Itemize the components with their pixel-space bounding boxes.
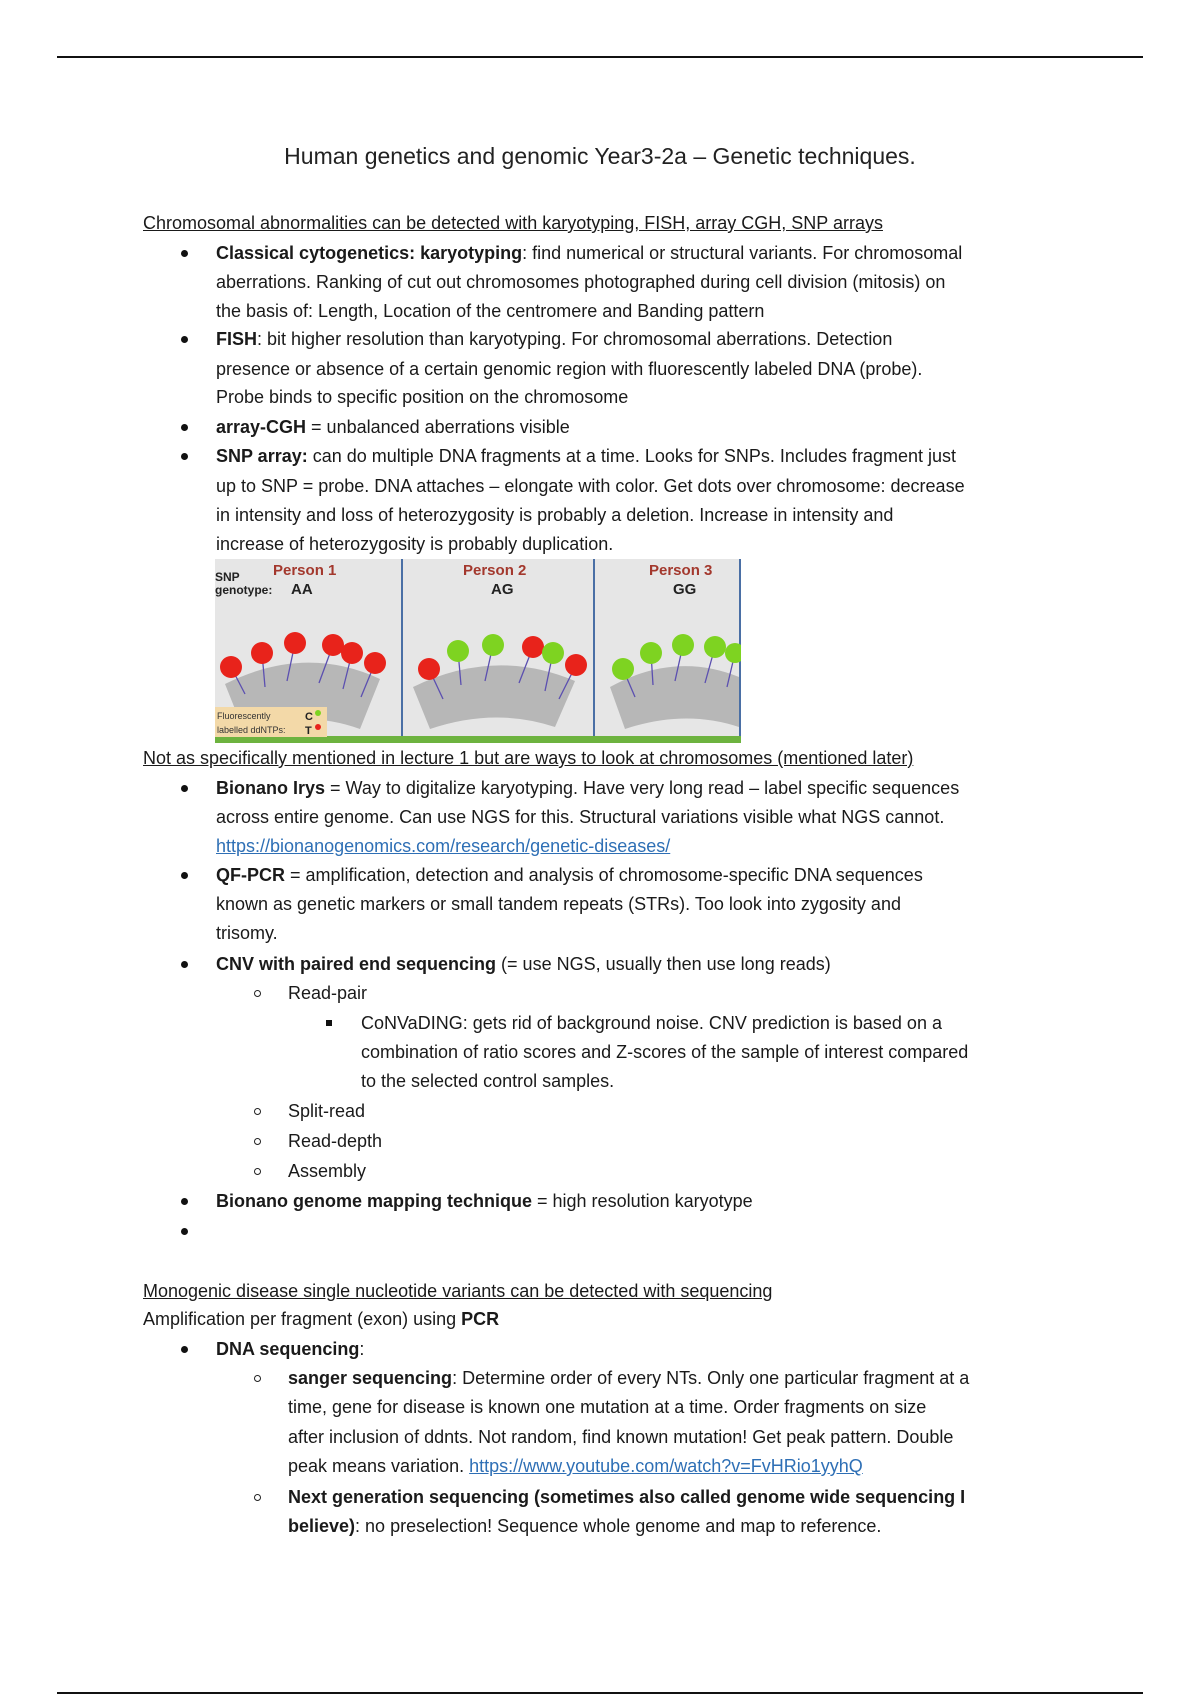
person-3-genotype: GG bbox=[673, 581, 697, 598]
bullet bbox=[181, 1198, 188, 1205]
person-2-genotype: AG bbox=[491, 581, 514, 598]
bionano-irys-line-2: across entire genome. Can use NGS for this. Structural variations visible what NGS cannot. bbox=[216, 807, 945, 827]
probe-green bbox=[640, 642, 662, 664]
probe-red bbox=[565, 654, 587, 676]
split-read: Split-read bbox=[288, 1101, 366, 1121]
read-pair: Read-pair bbox=[288, 983, 368, 1003]
snp-array-line-4: increase of heterozygosity is probably duplication. bbox=[216, 534, 614, 554]
snp-genotype-figure bbox=[215, 559, 741, 743]
sub-bullet bbox=[254, 1494, 261, 1501]
figure-ground bbox=[215, 736, 741, 743]
empty-bullet bbox=[181, 1228, 188, 1235]
panel-divider bbox=[401, 559, 403, 737]
probe-red bbox=[364, 652, 386, 674]
qf-pcr-line-3: trisomy. bbox=[216, 923, 278, 943]
karyotyping-line-3: the basis of: Length, Location of the centromere and Banding pattern bbox=[216, 301, 765, 321]
page-title: Human genetics and genomic Year3-2a – Genetic techniques. bbox=[284, 143, 916, 169]
probe-red bbox=[284, 632, 306, 654]
sub-sub-bullet bbox=[326, 1020, 332, 1026]
panel-divider bbox=[593, 559, 595, 737]
sub-bullet bbox=[254, 990, 261, 997]
bullet bbox=[181, 872, 188, 879]
karyotyping-line-2: aberrations. Ranking of cut out chromosomes photographed during cell division (mitosis) on bbox=[216, 272, 946, 292]
dna-sequencing-line: DNA sequencing: bbox=[216, 1339, 365, 1359]
probe-red bbox=[251, 642, 273, 664]
legend-text-2: labelled ddNTPs: bbox=[217, 725, 286, 735]
legend-red-dot bbox=[315, 724, 321, 730]
legend-t: T bbox=[305, 725, 312, 737]
probe-red bbox=[220, 656, 242, 678]
convading-line-3: to the selected control samples. bbox=[361, 1071, 615, 1091]
person-2-name: Person 2 bbox=[463, 562, 527, 579]
assembly: Assembly bbox=[288, 1161, 367, 1181]
person-3-name: Person 3 bbox=[649, 562, 713, 579]
sanger-line-1: sanger sequencing: Determine order of every NTs. Only one particular fragment at a bbox=[288, 1368, 970, 1388]
snp-array-line-1: SNP array: can do multiple DNA fragments at a time. Looks for SNPs. Includes fragment just bbox=[216, 446, 957, 466]
bullet bbox=[181, 453, 188, 460]
read-depth: Read-depth bbox=[288, 1131, 383, 1151]
bionano-link[interactable]: https://bionanogenomics.com/research/genetic-diseases/ bbox=[216, 836, 671, 856]
probe-green bbox=[672, 634, 694, 656]
section-heading-chromosomal: Chromosomal abnormalities can be detected with karyotyping, FISH, array CGH, SNP arrays bbox=[143, 213, 883, 233]
fish-line-1: FISH: bit higher resolution than karyotyping. For chromosomal aberrations. Detection bbox=[216, 329, 893, 349]
array-cgh-line: array-CGH = unbalanced aberrations visible bbox=[216, 417, 570, 437]
snp-array-line-2: up to SNP = probe. DNA attaches – elongate with color. Get dots over chromosome: decrease bbox=[216, 476, 965, 496]
person-1-genotype: AA bbox=[291, 581, 313, 598]
footer-rule bbox=[57, 1692, 1143, 1694]
fish-line-3: Probe binds to specific position on the chromosome bbox=[216, 387, 629, 407]
qf-pcr-line-1: QF-PCR = amplification, detection and analysis of chromosome-specific DNA sequences bbox=[216, 865, 923, 885]
youtube-link[interactable]: https://www.youtube.com/watch?v=FvHRio1yyhQ bbox=[469, 1456, 863, 1476]
probe-green bbox=[542, 642, 564, 664]
legend-text-1: Fluorescently bbox=[217, 711, 271, 721]
sanger-line-3: after inclusion of ddnts. Not random, find known mutation! Get peak pattern. Double bbox=[288, 1427, 954, 1447]
bionano-mapping-line: Bionano genome mapping technique = high resolution karyotype bbox=[216, 1191, 753, 1211]
ngs-line-2: believe): no preselection! Sequence whole genome and map to reference. bbox=[288, 1516, 882, 1536]
sanger-line-2: time, gene for disease is known one mutation at a time. Order fragments on size bbox=[288, 1397, 927, 1417]
probe-red bbox=[522, 636, 544, 658]
probe-green bbox=[612, 658, 634, 680]
bullet bbox=[181, 961, 188, 968]
karyotyping-line-1: Classical cytogenetics: karyotyping: find numerical or structural variants. For chromosomal bbox=[216, 243, 963, 263]
fish-line-2: presence or absence of a certain genomic region with fluorescently labeled DNA (probe). bbox=[216, 359, 923, 379]
bullet bbox=[181, 336, 188, 343]
sub-bullet bbox=[254, 1138, 261, 1145]
probe-red bbox=[341, 642, 363, 664]
sub-bullet bbox=[254, 1108, 261, 1115]
legend-c: C bbox=[305, 711, 313, 723]
legend-green-dot bbox=[315, 710, 321, 716]
ngs-line-1: Next generation sequencing (sometimes also called genome wide sequencing I bbox=[288, 1487, 966, 1507]
convading-line-1: CoNVaDING: gets rid of background noise. CNV prediction is based on a bbox=[361, 1013, 942, 1033]
bullet bbox=[181, 785, 188, 792]
probe-red bbox=[322, 634, 344, 656]
sub-bullet bbox=[254, 1375, 261, 1382]
sanger-line-4: peak means variation. https://www.youtube.com/watch?v=FvHRio1yyhQ bbox=[288, 1456, 863, 1476]
convading-line-2: combination of ratio scores and Z-scores of the sample of interest compared bbox=[361, 1042, 969, 1062]
section-heading-monogenic: Monogenic disease single nucleotide variants can be detected with sequencing bbox=[143, 1281, 773, 1301]
person-1-name: Person 1 bbox=[273, 562, 337, 579]
sub-bullet bbox=[254, 1168, 261, 1175]
snp-label: SNP bbox=[215, 570, 240, 584]
snp-array-line-3: in intensity and loss of heterozygosity is probably a deletion. Increase in intensity and bbox=[216, 505, 894, 525]
cnv-line: CNV with paired end sequencing (= use NGS, usually then use long reads) bbox=[216, 954, 831, 974]
bullet bbox=[181, 1346, 188, 1353]
section-heading-other-ways: Not as specifically mentioned in lecture 1 but are ways to look at chromosomes (mentioned later) bbox=[143, 748, 914, 768]
probe-green bbox=[447, 640, 469, 662]
bullet bbox=[181, 424, 188, 431]
bionano-irys-line-1: Bionano Irys = Way to digitalize karyotyping. Have very long read – label specific sequences bbox=[216, 778, 960, 798]
probe-green bbox=[704, 636, 726, 658]
probe-red bbox=[418, 658, 440, 680]
amplification-line: Amplification per fragment (exon) using PCR bbox=[143, 1309, 500, 1329]
header-rule bbox=[57, 56, 1143, 58]
probe-green bbox=[482, 634, 504, 656]
genotype-label: genotype: bbox=[215, 583, 273, 597]
qf-pcr-line-2: known as genetic markers or small tandem repeats (STRs). Too look into zygosity and bbox=[216, 894, 901, 914]
bullet bbox=[181, 250, 188, 257]
